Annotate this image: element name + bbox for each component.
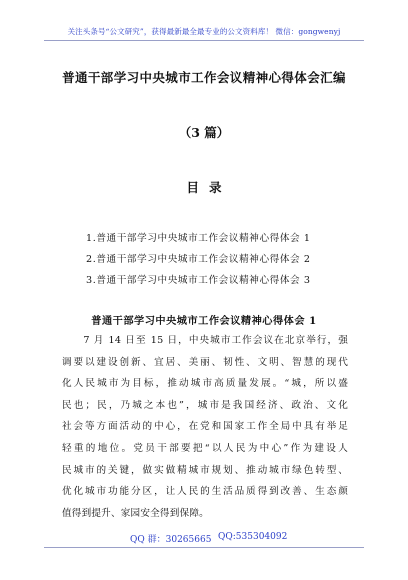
toc-item-2[interactable]: 2.普通干部学习中央城市工作会议精神心得体会 2 (86, 254, 311, 265)
footer-qq-number: QQ:535304092 (218, 532, 288, 542)
body-line: 民城市的关键，做实做精城市规划、推动城市绿色转型、 (62, 464, 348, 476)
body-line: 社会等方面活动的中心，在党和国家工作全局中具有举足 (62, 421, 348, 433)
body-line: 轻重的地位。党员干部要把“以人民为中心”作为建设人 (62, 442, 348, 454)
document-count: （3 篇） (178, 125, 230, 140)
section-title: 普通干部学习中央城市工作会议精神心得体会 1 (91, 315, 317, 327)
footer-qq-group: QQ 群：30265665 (130, 535, 212, 545)
document-title: 普通干部学习中央城市工作会议精神心得体会汇编 (62, 70, 346, 85)
body-line: 值得到提升、家园安全得到保障。 (62, 507, 209, 519)
toc-item-1[interactable]: 1.普通干部学习中央城市工作会议精神心得体会 1 (86, 233, 311, 244)
header-notice: 关注头条号“公文研究”，获得最新最全最专业的公文资料库！ 微信：gongwenyj (67, 27, 341, 36)
body-line: 优化城市功能分区，让人民的生活品质得到改善、生态颜 (62, 486, 348, 498)
body-line: 调要以建设创新、宜居、美丽、韧性、文明、智慧的现代 (62, 356, 348, 368)
footer-divider (44, 547, 364, 548)
body-line: 7 月 14 日至 15 日，中央城市工作会议在北京举行，强 (62, 335, 348, 346)
toc-item-3[interactable]: 3.普通干部学习中央城市工作会议精神心得体会 3 (86, 275, 311, 286)
section-body (62, 330, 348, 524)
toc-heading: 目录 (186, 180, 232, 195)
body-line: 化人民城市为目标，推动城市高质量发展。“城，所以盛 (62, 378, 348, 390)
toc-list (86, 228, 366, 291)
body-line: 民也；民，乃城之本也”，城市是我国经济、政治、文化 (62, 399, 348, 411)
footer-contact (0, 532, 408, 548)
header-divider (44, 40, 364, 41)
